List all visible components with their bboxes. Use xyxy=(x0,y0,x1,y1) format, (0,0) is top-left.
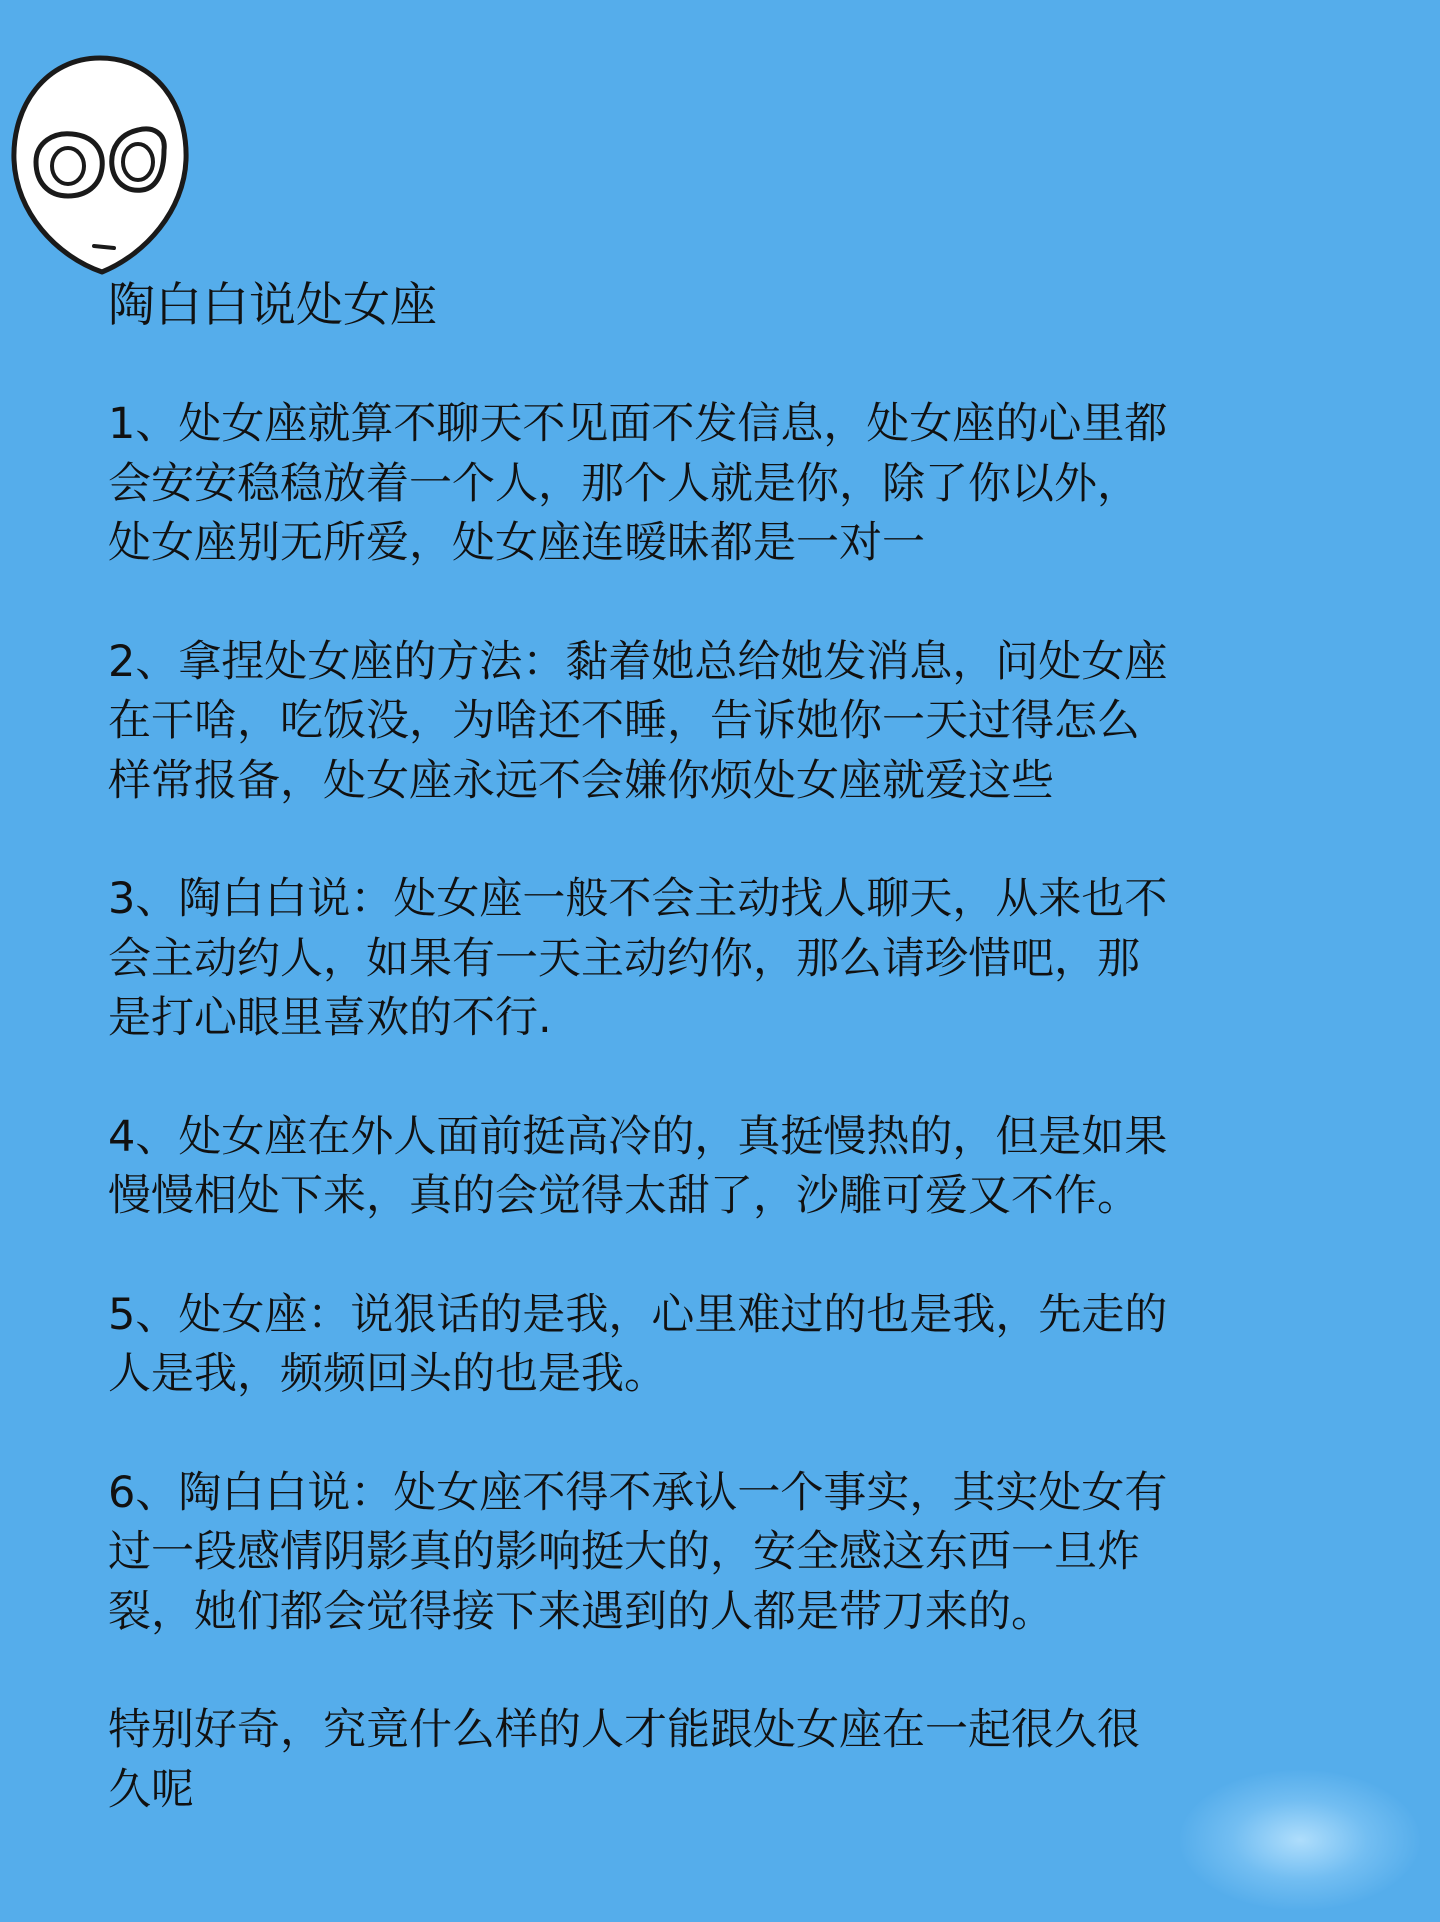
paragraph-line: 1、处女座就算不聊天不见面不发信息，处女座的心里都 xyxy=(108,399,1168,449)
post-content xyxy=(108,276,1348,1879)
paragraph-3 xyxy=(108,870,1348,1049)
paragraph-1 xyxy=(108,395,1348,574)
paragraph-line: 是打心眼里喜欢的不行. xyxy=(108,993,552,1043)
paragraph-2 xyxy=(108,633,1348,812)
post-title: 陶白白说处女座 xyxy=(108,278,437,333)
paragraph-line: 慢慢相处下来，真的会觉得太甜了，沙雕可爱又不作。 xyxy=(108,1171,1140,1221)
paragraph-line: 样常报备，处女座永远不会嫌你烦处女座就爱这些 xyxy=(108,755,1054,806)
paragraph-line: 特别好奇，究竟什么样的人才能跟处女座在一起很久很 xyxy=(108,1705,1140,1755)
paragraph-4 xyxy=(108,1108,1348,1227)
paragraph-line: 过一段感情阴影真的影响挺大的，安全感这东西一旦炸 xyxy=(108,1527,1140,1577)
paragraph-line: 会主动约人，如果有一天主动约你，那么请珍惜吧，那 xyxy=(108,933,1140,984)
paragraph-line: 久呢 xyxy=(108,1764,194,1815)
paragraph-line: 6、陶白白说：处女座不得不承认一个事实，其实处女有 xyxy=(108,1467,1168,1518)
paragraph-line: 会安安稳稳放着一个人，那个人就是你，除了你以外， xyxy=(108,458,1140,509)
light-glare xyxy=(1180,1770,1420,1910)
paragraph-line: 5、处女座：说狠话的是我，心里难过的也是我，先走的 xyxy=(108,1289,1168,1340)
paragraph-6 xyxy=(108,1464,1348,1643)
paragraph-line: 处女座别无所爱，处女座连暧昧都是一对一 xyxy=(108,518,925,568)
paragraph-line: 人是我，频频回头的也是我。 xyxy=(108,1349,667,1399)
paragraph-line: 在干啥，吃饭没，为啥还不睡，告诉她你一天过得怎么 xyxy=(108,696,1140,746)
paragraph-line: 3、陶白白说：处女座一般不会主动找人聊天，从来也不 xyxy=(108,874,1168,924)
paragraph-line: 4、处女座在外人面前挺高冷的，真挺慢热的，但是如果 xyxy=(108,1111,1168,1162)
paragraph-5 xyxy=(108,1286,1348,1405)
closing-paragraph xyxy=(108,1701,1348,1820)
paragraph-line: 裂，她们都会觉得接下来遇到的人都是带刀来的。 xyxy=(108,1586,1054,1637)
alien-face-icon xyxy=(6,50,194,278)
paragraph-line: 2、拿捏处女座的方法：黏着她总给她发消息，问处女座 xyxy=(108,636,1168,687)
